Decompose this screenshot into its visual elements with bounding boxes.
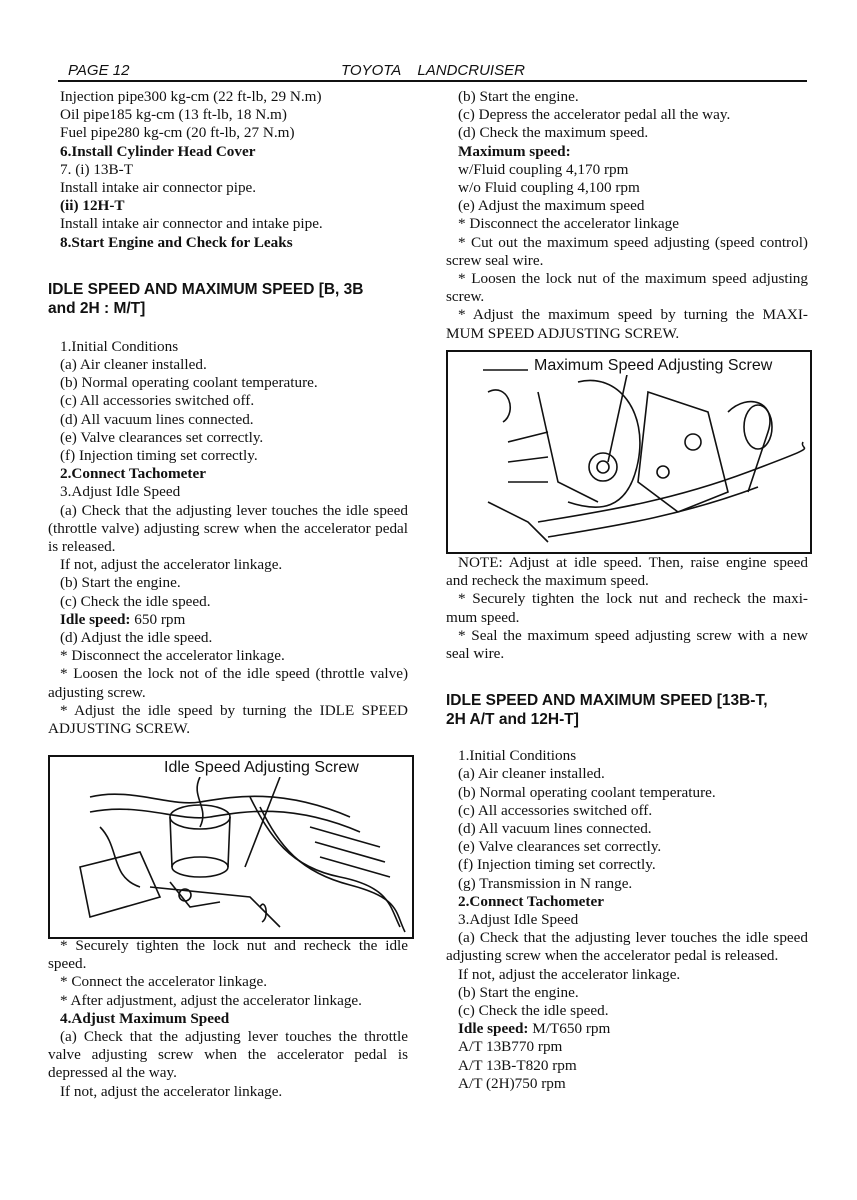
value-text: 650 rpm — [130, 610, 186, 628]
text-line: (e) Valve clearances set correctly. — [60, 428, 264, 446]
text-line: (b) Start the engine. — [60, 574, 181, 592]
text-line: (e) Valve clearances set correctly. — [458, 838, 662, 856]
text-line: (b) Start the engine. — [458, 983, 579, 1001]
text-line: * Cut out the maximum speed adjusting (speed control) screw seal wire. — [446, 233, 808, 269]
text-line: Install intake air connector pipe. — [60, 179, 257, 197]
text-line: If not, adjust the accelerator linkage. — [60, 556, 283, 574]
left-top-block — [48, 88, 408, 252]
text-line: 3.Adjust Idle Speed — [458, 911, 579, 929]
section-heading-1: IDLE SPEED AND MAXIMUM SPEED [B, 3B and 2H : M/T] — [48, 280, 364, 317]
text-line: A/T 13B770 rpm — [458, 1038, 563, 1056]
right-column-bottom — [446, 554, 808, 1093]
text-line: Install intake air connector and intake pipe. — [60, 215, 323, 233]
right-column-top — [446, 88, 808, 343]
page-number: PAGE 12 — [68, 62, 130, 79]
left-column — [48, 88, 408, 738]
text-line: (a) Check that the adjusting lever touches the throttle valve adjusting screw when the accelerator pedal is depressed al the way. — [48, 1028, 408, 1082]
text-line: * Connect the accelerator linkage. — [60, 973, 268, 991]
figure-caption-idle: Idle Speed Adjusting Screw — [164, 759, 359, 776]
text-line: NOTE: Adjust at idle speed. Then, raise engine speed and recheck the maximum speed. — [446, 554, 808, 590]
text-line: (a) Air cleaner installed. — [458, 765, 605, 783]
text-line — [446, 1020, 808, 1038]
text-line: * Loosen the lock nut of the maximum speed adjusting screw. — [446, 270, 808, 306]
text-line: (d) All vacuum lines connected. — [458, 820, 652, 838]
text-line: (d) Check the maximum speed. — [458, 124, 649, 142]
right-bottom-block — [446, 747, 808, 1093]
text-line: 7. (i) 13B-T — [60, 160, 133, 178]
text-line: 6.Install Cylinder Head Cover — [60, 142, 256, 160]
text-line: * Adjust the idle speed by turning the IDLE SPEED ADJUSTING SCREW. — [48, 701, 408, 738]
maximum-speed-figure — [446, 350, 812, 554]
text-line: A/T (2H)750 rpm — [458, 1074, 566, 1092]
text-line: 8.Start Engine and Check for Leaks — [60, 233, 293, 251]
text-line: 1.Initial Conditions — [458, 747, 577, 765]
text-line: w/o Fluid coupling 4,100 rpm — [458, 179, 640, 197]
text-line: w/Fluid coupling 4,170 rpm — [458, 160, 629, 178]
text-line: (b) Normal operating coolant temperature. — [458, 783, 716, 801]
text-line: 2.Connect Tachometer — [458, 892, 604, 910]
text-line: (d) Adjust the idle speed. — [60, 629, 213, 647]
text-line: Maximum speed: — [458, 142, 571, 160]
text-line: 4.Adjust Maximum Speed — [60, 1009, 230, 1027]
text-line: (d) All vacuum lines connected. — [60, 410, 254, 428]
text-line: (f) Injection timing set correctly. — [60, 447, 258, 465]
text-line: (c) Depress the accelerator pedal all the way. — [458, 106, 731, 124]
text-line: Fuel pipe280 kg-cm (20 ft-lb, 27 N.m) — [60, 124, 295, 142]
text-line: If not, adjust the accelerator linkage. — [458, 965, 681, 983]
text-line: * Disconnect the accelerator linkage. — [60, 647, 285, 665]
text-line: (c) Check the idle speed. — [458, 1002, 609, 1020]
text-line: (g) Transmission in N range. — [458, 874, 633, 892]
text-line: (b) Start the engine. — [458, 88, 579, 105]
text-line: (a) Air cleaner installed. — [60, 356, 207, 374]
header-rule — [58, 80, 807, 82]
engine-illustration — [50, 757, 412, 937]
page-header — [58, 60, 807, 80]
value-label: Idle speed: — [458, 1020, 529, 1038]
text-line: * Adjust the maximum speed by turning the MAXI-MUM SPEED ADJUSTING SCREW. — [446, 306, 808, 342]
text-line: * Disconnect the accelerator linkage — [458, 215, 679, 233]
value-label: Idle speed: — [60, 610, 131, 628]
right-mid-block — [446, 554, 808, 663]
figure-caption-max: Maximum Speed Adjusting Screw — [534, 357, 773, 374]
text-line: Injection pipe300 kg-cm (22 ft-lb, 29 N.m) — [60, 88, 322, 105]
text-line: (c) All accessories switched off. — [60, 392, 255, 410]
left-bottom-block — [48, 937, 408, 1101]
text-line: * Securely tighten the lock nut and recheck the maxi-mum speed. — [446, 590, 808, 626]
text-line: 1.Initial Conditions — [60, 337, 179, 355]
text-line: (c) All accessories switched off. — [458, 801, 653, 819]
text-line: (b) Normal operating coolant temperature. — [60, 374, 318, 392]
idle-speed-figure — [48, 755, 414, 939]
text-line: * Seal the maximum speed adjusting screw with a new seal wire. — [446, 626, 808, 663]
left-mid-block — [48, 338, 408, 738]
engine-illustration-max — [448, 352, 810, 552]
document-title: TOYOTA LANDCRUISER — [341, 62, 525, 79]
text-line: (a) Check that the adjusting lever touches the idle speed adjusting screw when the accelerator pedal is released. — [446, 929, 808, 965]
text-line: * Loosen the lock not of the idle speed (throttle valve) adjusting screw. — [48, 665, 408, 701]
text-line: A/T 13B-T820 rpm — [458, 1056, 577, 1074]
text-line: (e) Adjust the maximum speed — [458, 197, 645, 215]
text-line: (c) Check the idle speed. — [60, 592, 211, 610]
text-line: 3.Adjust Idle Speed — [60, 483, 181, 501]
text-line: * Securely tighten the lock nut and recheck the idle speed. — [48, 937, 408, 973]
text-line: (f) Injection timing set correctly. — [458, 856, 656, 874]
value-text: M/T650 rpm — [528, 1020, 611, 1038]
text-line: * After adjustment, adjust the accelerator linkage. — [60, 991, 362, 1009]
text-line: Oil pipe185 kg-cm (13 ft-lb, 18 N.m) — [60, 106, 287, 124]
section-heading-2: IDLE SPEED AND MAXIMUM SPEED [13B-T, 2H A/T and 12H-T] — [446, 692, 768, 729]
text-line: If not, adjust the accelerator linkage. — [60, 1082, 283, 1100]
text-line: (ii) 12H-T — [60, 197, 125, 215]
text-line: (a) Check that the adjusting lever touches the idle speed (throttle valve) adjusting screw when the accelerator pedal is released. — [48, 501, 408, 556]
text-line: 2.Connect Tachometer — [60, 465, 206, 483]
text-line — [48, 611, 408, 629]
